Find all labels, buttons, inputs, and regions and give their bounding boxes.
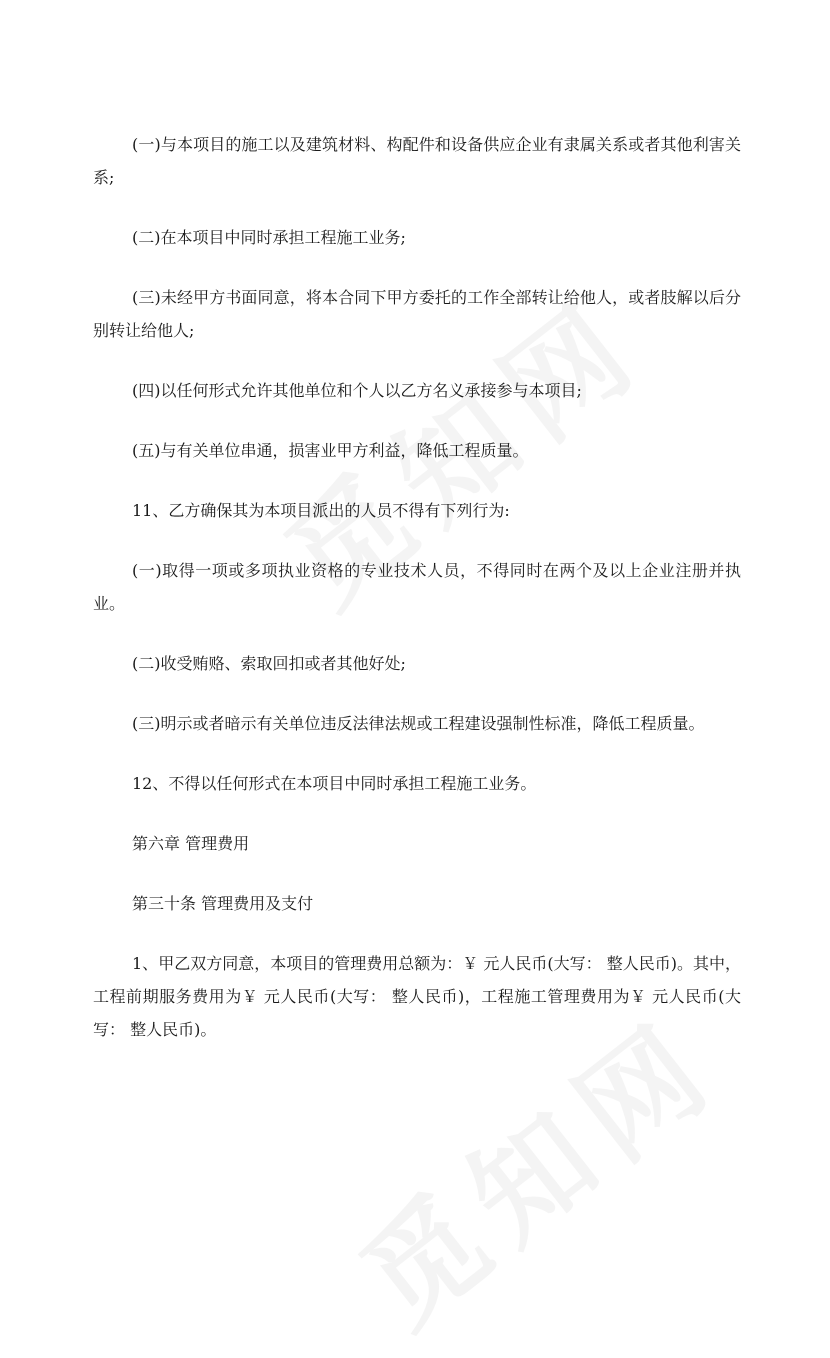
paragraph-clause-4: (四)以任何形式允许其他单位和个人以乙方名义承接参与本项目; (132, 381, 582, 400)
document-body (93, 128, 741, 1046)
paragraph-clause-1: (一)与本项目的施工以及建筑材料、构配件和设备供应企业有隶属关系或者其他利害关系; (93, 135, 741, 187)
paragraph-item-12: 12、不得以任何形式在本项目中同时承担工程施工业务。 (132, 774, 537, 793)
paragraph-fee-1: 1、甲乙双方同意，本项目的管理费用总额为：￥ 元人民币(大写： 整人民币)。其中，工程前期服务费用为￥ 元人民币(大写： 整人民币)，工程施工管理费用为￥ 元人民币(大写： 整人民币)。 (93, 954, 741, 1039)
paragraph-item-11: 11、乙方确保其为本项目派出的人员不得有下列行为: (132, 501, 510, 520)
paragraph-clause-5: (五)与有关单位串通，损害业甲方利益，降低工程质量。 (132, 441, 529, 460)
chapter-heading: 第六章 管理费用 (132, 834, 250, 853)
paragraph-staff-clause-3: (三)明示或者暗示有关单位违反法律法规或工程建设强制性标准，降低工程质量。 (132, 714, 705, 733)
paragraph-staff-clause-1: (一)取得一项或多项执业资格的专业技术人员，不得同时在两个及以上企业注册并执业。 (93, 561, 741, 613)
article-heading: 第三十条 管理费用及支付 (132, 894, 314, 913)
paragraph-clause-2: (二)在本项目中同时承担工程施工业务; (132, 228, 406, 247)
paragraph-clause-3: (三)未经甲方书面同意，将本合同下甲方委托的工作全部转让给他人，或者肢解以后分别转让给他人; (93, 288, 741, 340)
paragraph-staff-clause-2: (二)收受贿赂、索取回扣或者其他好处; (132, 654, 406, 673)
